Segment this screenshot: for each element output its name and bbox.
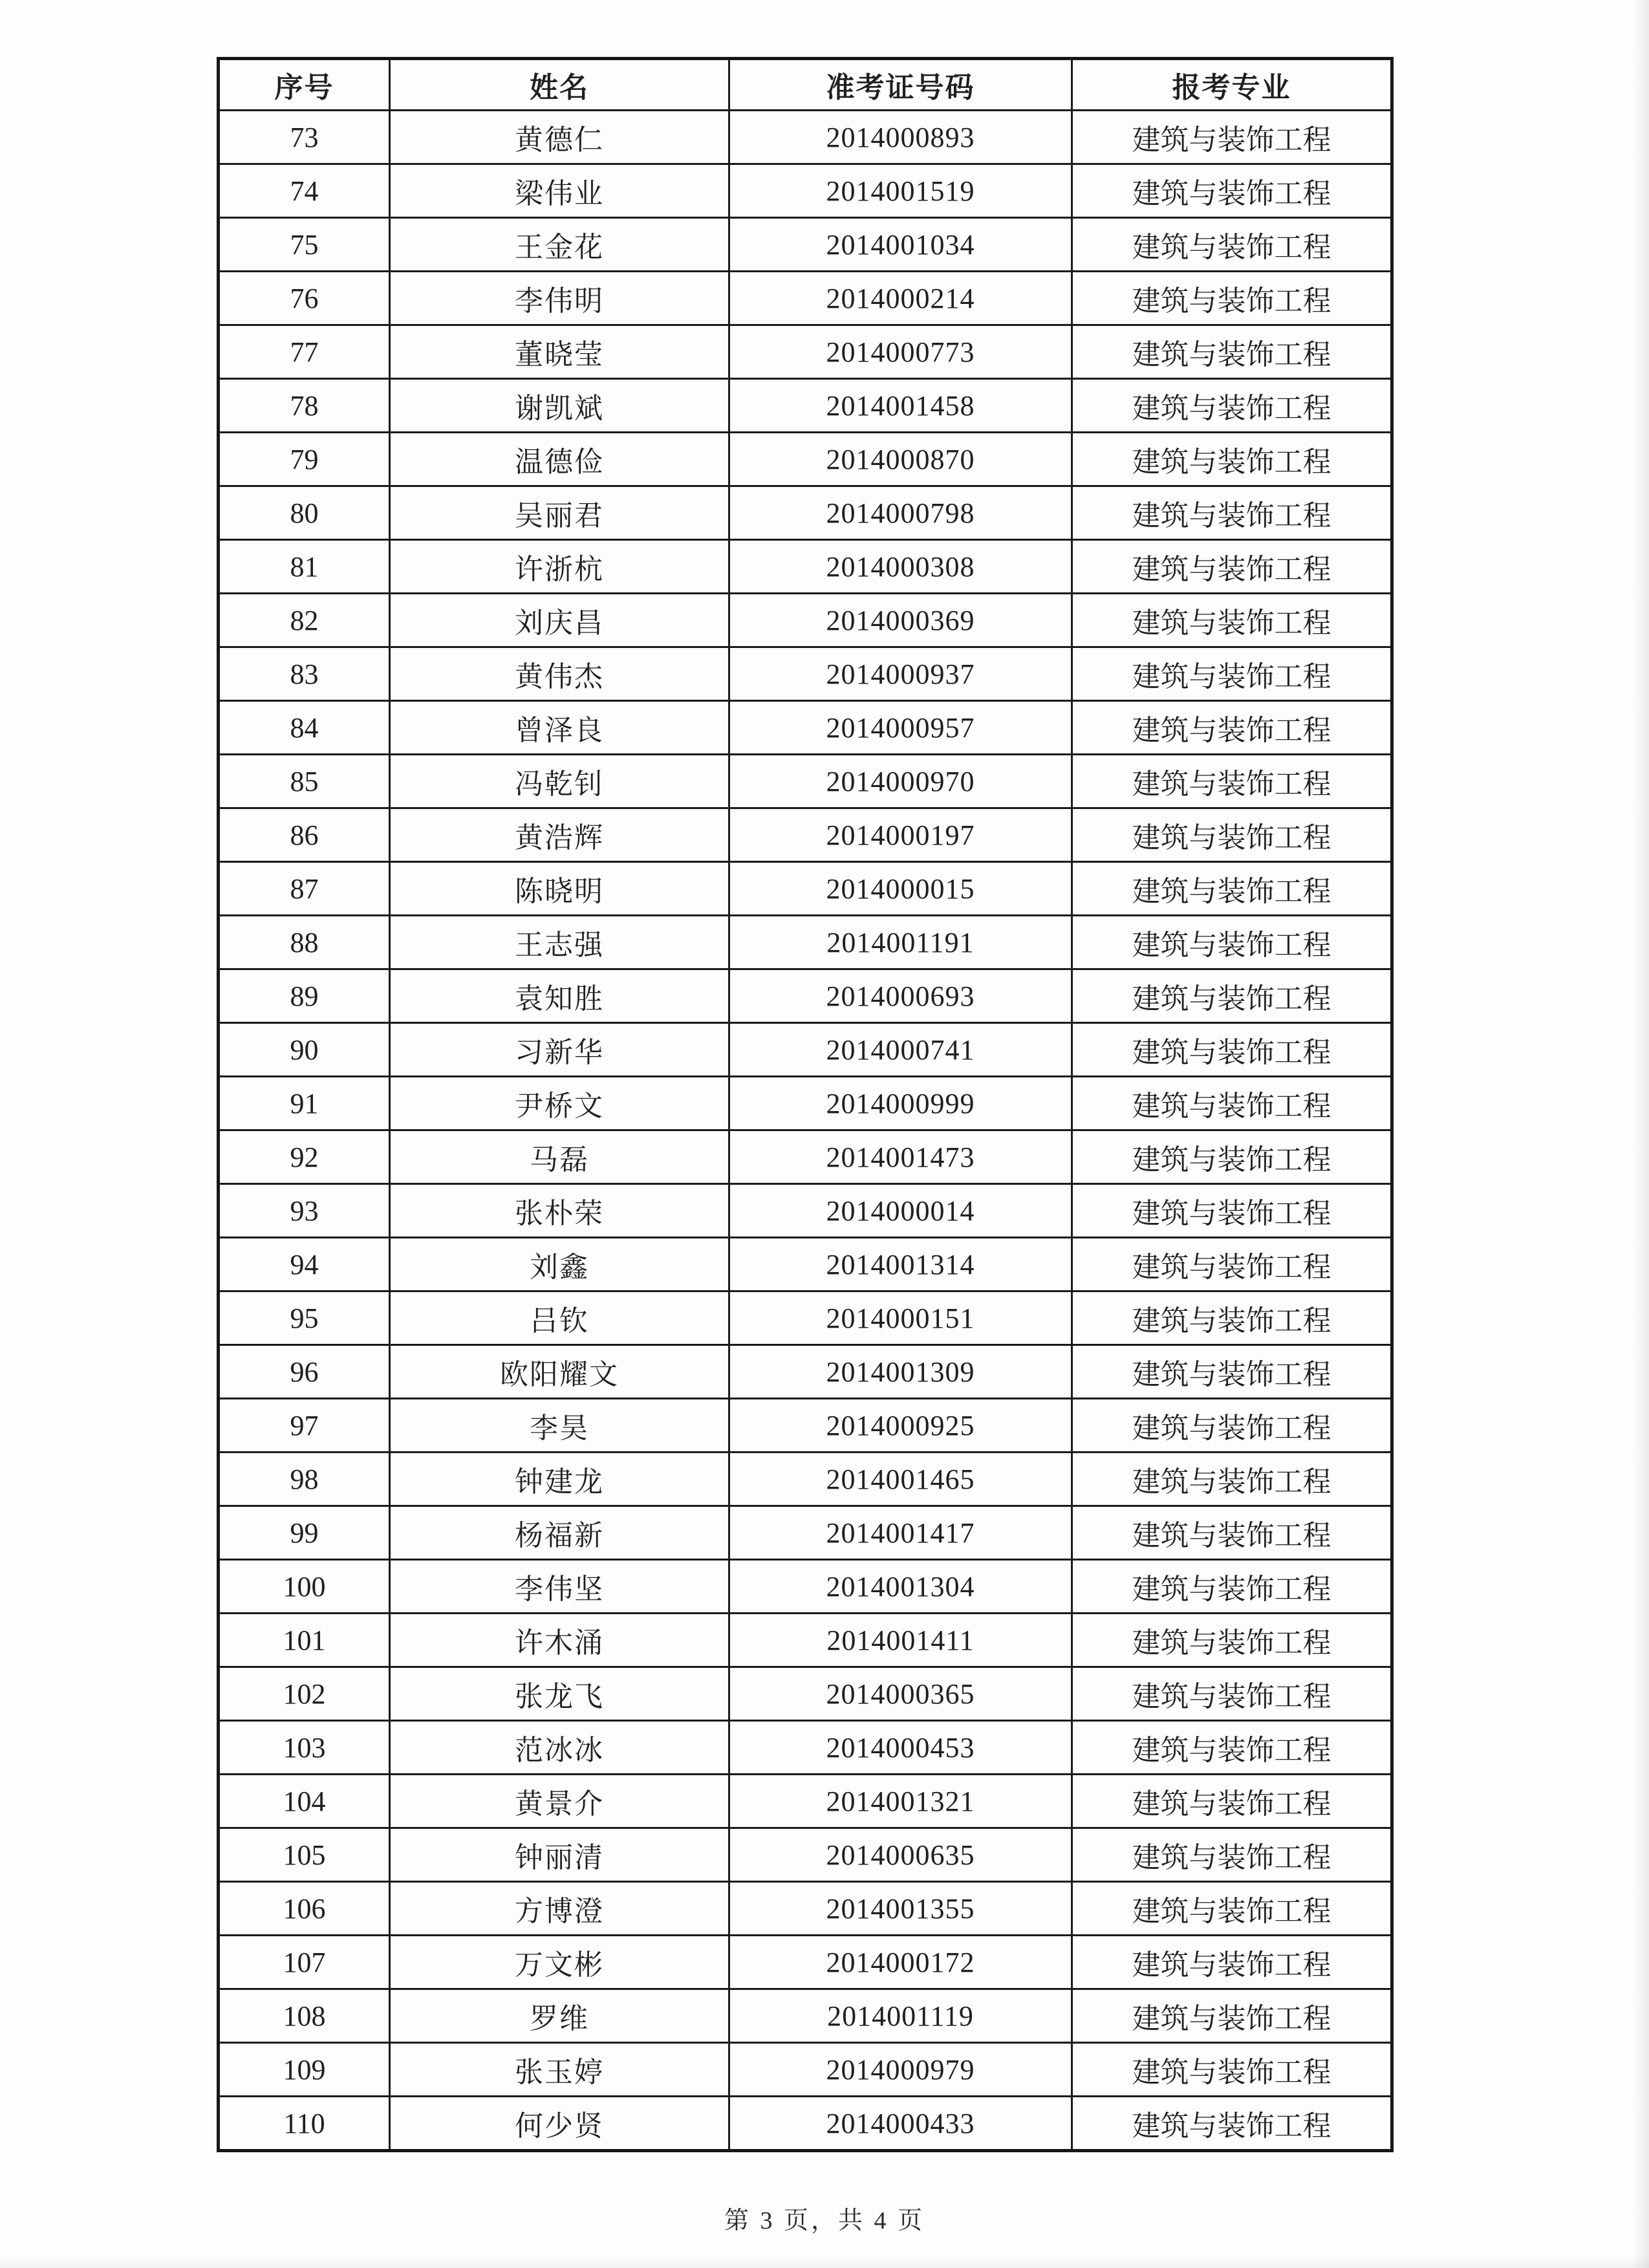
- candidate-table: [217, 57, 1394, 2152]
- cell-major: 建筑与装饰工程: [1072, 1453, 1392, 1506]
- table-row: [219, 486, 1392, 540]
- table-body: [219, 111, 1392, 2151]
- cell-name: 李昊: [390, 1399, 729, 1453]
- cell-serial: 97: [219, 1399, 390, 1453]
- cell-major: 建筑与装饰工程: [1072, 1936, 1392, 1989]
- cell-serial: 106: [219, 1882, 390, 1936]
- table-row: [219, 1936, 1392, 1989]
- cell-ticket: 2014001473: [729, 1130, 1072, 1184]
- table-row: [219, 1721, 1392, 1775]
- table-row: [219, 272, 1392, 325]
- scan-shadow-bottom: [0, 2256, 1649, 2268]
- cell-serial: 88: [219, 916, 390, 969]
- cell-ticket: 2014000453: [729, 1721, 1072, 1775]
- cell-ticket: 2014000635: [729, 1828, 1072, 1882]
- table-row: [219, 862, 1392, 916]
- cell-name: 曾泽良: [390, 701, 729, 755]
- table-row: [219, 1614, 1392, 1667]
- cell-serial: 99: [219, 1506, 390, 1560]
- cell-ticket: 2014000999: [729, 1077, 1072, 1130]
- cell-serial: 86: [219, 808, 390, 862]
- cell-name: 陈晓明: [390, 862, 729, 916]
- cell-major: 建筑与装饰工程: [1072, 647, 1392, 701]
- cell-major: 建筑与装饰工程: [1072, 1184, 1392, 1238]
- cell-serial: 105: [219, 1828, 390, 1882]
- cell-name: 黄浩辉: [390, 808, 729, 862]
- cell-name: 方博澄: [390, 1882, 729, 1936]
- table-row: [219, 1184, 1392, 1238]
- cell-ticket: 2014000433: [729, 2097, 1072, 2151]
- cell-serial: 107: [219, 1936, 390, 1989]
- cell-major: 建筑与装饰工程: [1072, 1828, 1392, 1882]
- page-number: 第 3 页，共 4 页: [724, 2207, 925, 2234]
- table-header-row: [219, 59, 1392, 111]
- table-row: [219, 325, 1392, 379]
- cell-ticket: 2014001465: [729, 1453, 1072, 1506]
- cell-name: 钟建龙: [390, 1453, 729, 1506]
- table-row: [219, 969, 1392, 1023]
- cell-serial: 102: [219, 1667, 390, 1721]
- table-row: [219, 647, 1392, 701]
- cell-serial: 103: [219, 1721, 390, 1775]
- cell-name: 张龙飞: [390, 1667, 729, 1721]
- table-row: [219, 1828, 1392, 1882]
- cell-serial: 101: [219, 1614, 390, 1667]
- table-row: [219, 111, 1392, 164]
- cell-serial: 76: [219, 272, 390, 325]
- cell-ticket: 2014000197: [729, 808, 1072, 862]
- cell-name: 钟丽清: [390, 1828, 729, 1882]
- table-row: [219, 2043, 1392, 2097]
- cell-ticket: 2014001119: [729, 1989, 1072, 2043]
- cell-name: 袁知胜: [390, 969, 729, 1023]
- cell-ticket: 2014000365: [729, 1667, 1072, 1721]
- cell-name: 许浙杭: [390, 540, 729, 594]
- table-row: [219, 218, 1392, 272]
- cell-major: 建筑与装饰工程: [1072, 1882, 1392, 1936]
- cell-name: 罗维: [390, 1989, 729, 2043]
- cell-major: 建筑与装饰工程: [1072, 1775, 1392, 1828]
- header-name: 姓名: [390, 59, 729, 111]
- header-serial: 序号: [219, 59, 390, 111]
- table-row: [219, 916, 1392, 969]
- cell-major: 建筑与装饰工程: [1072, 164, 1392, 218]
- cell-name: 万文彬: [390, 1936, 729, 1989]
- header-major: 报考专业: [1072, 59, 1392, 111]
- table-row: [219, 1345, 1392, 1399]
- cell-ticket: 2014001519: [729, 164, 1072, 218]
- cell-ticket: 2014000798: [729, 486, 1072, 540]
- cell-major: 建筑与装饰工程: [1072, 325, 1392, 379]
- cell-name: 王金花: [390, 218, 729, 272]
- cell-major: 建筑与装饰工程: [1072, 1614, 1392, 1667]
- cell-ticket: 2014000014: [729, 1184, 1072, 1238]
- cell-serial: 80: [219, 486, 390, 540]
- cell-name: 王志强: [390, 916, 729, 969]
- cell-major: 建筑与装饰工程: [1072, 1345, 1392, 1399]
- cell-major: 建筑与装饰工程: [1072, 433, 1392, 486]
- cell-name: 何少贤: [390, 2097, 729, 2151]
- cell-name: 谢凯斌: [390, 379, 729, 433]
- cell-ticket: 2014000741: [729, 1023, 1072, 1077]
- cell-major: 建筑与装饰工程: [1072, 1238, 1392, 1291]
- cell-name: 黄伟杰: [390, 647, 729, 701]
- cell-ticket: 2014000970: [729, 755, 1072, 808]
- cell-name: 张朴荣: [390, 1184, 729, 1238]
- cell-name: 黄德仁: [390, 111, 729, 164]
- table-row: [219, 164, 1392, 218]
- table-row: [219, 1399, 1392, 1453]
- cell-ticket: 2014001309: [729, 1345, 1072, 1399]
- cell-major: 建筑与装饰工程: [1072, 755, 1392, 808]
- cell-name: 范冰冰: [390, 1721, 729, 1775]
- cell-major: 建筑与装饰工程: [1072, 808, 1392, 862]
- cell-serial: 91: [219, 1077, 390, 1130]
- cell-major: 建筑与装饰工程: [1072, 486, 1392, 540]
- table-row: [219, 755, 1392, 808]
- cell-serial: 78: [219, 379, 390, 433]
- table-row: [219, 1506, 1392, 1560]
- cell-ticket: 2014000957: [729, 701, 1072, 755]
- cell-ticket: 2014001191: [729, 916, 1072, 969]
- cell-major: 建筑与装饰工程: [1072, 594, 1392, 647]
- cell-ticket: 2014000773: [729, 325, 1072, 379]
- cell-major: 建筑与装饰工程: [1072, 1667, 1392, 1721]
- table-row: [219, 1882, 1392, 1936]
- cell-serial: 95: [219, 1291, 390, 1345]
- cell-ticket: 2014001355: [729, 1882, 1072, 1936]
- cell-name: 张玉婷: [390, 2043, 729, 2097]
- table-row: [219, 808, 1392, 862]
- cell-name: 李伟明: [390, 272, 729, 325]
- cell-major: 建筑与装饰工程: [1072, 2043, 1392, 2097]
- cell-serial: 89: [219, 969, 390, 1023]
- cell-major: 建筑与装饰工程: [1072, 1399, 1392, 1453]
- cell-serial: 84: [219, 701, 390, 755]
- cell-ticket: 2014000308: [729, 540, 1072, 594]
- table-row: [219, 433, 1392, 486]
- cell-ticket: 2014001314: [729, 1238, 1072, 1291]
- cell-serial: 81: [219, 540, 390, 594]
- header-ticket-number: 准考证号码: [729, 59, 1072, 111]
- cell-serial: 75: [219, 218, 390, 272]
- cell-serial: 74: [219, 164, 390, 218]
- cell-name: 冯乾钊: [390, 755, 729, 808]
- cell-major: 建筑与装饰工程: [1072, 1023, 1392, 1077]
- cell-serial: 96: [219, 1345, 390, 1399]
- cell-serial: 82: [219, 594, 390, 647]
- cell-ticket: 2014000893: [729, 111, 1072, 164]
- cell-serial: 87: [219, 862, 390, 916]
- cell-ticket: 2014000214: [729, 272, 1072, 325]
- cell-ticket: 2014000015: [729, 862, 1072, 916]
- table-header: [219, 59, 1392, 111]
- table-row: [219, 1077, 1392, 1130]
- table-row: [219, 1130, 1392, 1184]
- table-row: [219, 2097, 1392, 2151]
- cell-name: 杨福新: [390, 1506, 729, 1560]
- cell-major: 建筑与装饰工程: [1072, 2097, 1392, 2151]
- cell-serial: 83: [219, 647, 390, 701]
- cell-serial: 98: [219, 1453, 390, 1506]
- cell-serial: 93: [219, 1184, 390, 1238]
- cell-major: 建筑与装饰工程: [1072, 1506, 1392, 1560]
- table-row: [219, 1291, 1392, 1345]
- cell-name: 吴丽君: [390, 486, 729, 540]
- scan-shadow-right: [1632, 0, 1649, 2268]
- cell-major: 建筑与装饰工程: [1072, 1291, 1392, 1345]
- cell-ticket: 2014001411: [729, 1614, 1072, 1667]
- cell-name: 黄景介: [390, 1775, 729, 1828]
- table-row: [219, 540, 1392, 594]
- cell-major: 建筑与装饰工程: [1072, 1560, 1392, 1614]
- cell-serial: 90: [219, 1023, 390, 1077]
- cell-serial: 92: [219, 1130, 390, 1184]
- cell-serial: 79: [219, 433, 390, 486]
- table-row: [219, 594, 1392, 647]
- cell-serial: 94: [219, 1238, 390, 1291]
- cell-major: 建筑与装饰工程: [1072, 540, 1392, 594]
- table-row: [219, 701, 1392, 755]
- cell-serial: 104: [219, 1775, 390, 1828]
- table-row: [219, 1667, 1392, 1721]
- cell-name: 尹桥文: [390, 1077, 729, 1130]
- cell-name: 欧阳耀文: [390, 1345, 729, 1399]
- cell-ticket: 2014001417: [729, 1506, 1072, 1560]
- table-row: [219, 1775, 1392, 1828]
- cell-ticket: 2014000925: [729, 1399, 1072, 1453]
- cell-major: 建筑与装饰工程: [1072, 916, 1392, 969]
- table-row: [219, 1023, 1392, 1077]
- cell-major: 建筑与装饰工程: [1072, 272, 1392, 325]
- table-row: [219, 1238, 1392, 1291]
- cell-major: 建筑与装饰工程: [1072, 1721, 1392, 1775]
- cell-ticket: 2014000937: [729, 647, 1072, 701]
- cell-name: 刘鑫: [390, 1238, 729, 1291]
- cell-name: 马磊: [390, 1130, 729, 1184]
- cell-ticket: 2014000979: [729, 2043, 1072, 2097]
- cell-serial: 77: [219, 325, 390, 379]
- cell-major: 建筑与装饰工程: [1072, 1130, 1392, 1184]
- cell-serial: 73: [219, 111, 390, 164]
- cell-ticket: 2014000369: [729, 594, 1072, 647]
- cell-major: 建筑与装饰工程: [1072, 1077, 1392, 1130]
- cell-name: 李伟坚: [390, 1560, 729, 1614]
- cell-serial: 109: [219, 2043, 390, 2097]
- cell-name: 梁伟业: [390, 164, 729, 218]
- cell-serial: 85: [219, 755, 390, 808]
- cell-major: 建筑与装饰工程: [1072, 111, 1392, 164]
- cell-ticket: 2014000693: [729, 969, 1072, 1023]
- cell-major: 建筑与装饰工程: [1072, 969, 1392, 1023]
- cell-ticket: 2014000151: [729, 1291, 1072, 1345]
- cell-ticket: 2014000870: [729, 433, 1072, 486]
- cell-name: 习新华: [390, 1023, 729, 1077]
- cell-major: 建筑与装饰工程: [1072, 701, 1392, 755]
- cell-serial: 110: [219, 2097, 390, 2151]
- cell-serial: 100: [219, 1560, 390, 1614]
- cell-serial: 108: [219, 1989, 390, 2043]
- table-row: [219, 1453, 1392, 1506]
- cell-name: 吕钦: [390, 1291, 729, 1345]
- cell-name: 刘庆昌: [390, 594, 729, 647]
- cell-major: 建筑与装饰工程: [1072, 1989, 1392, 2043]
- cell-ticket: 2014001321: [729, 1775, 1072, 1828]
- cell-name: 温德俭: [390, 433, 729, 486]
- cell-ticket: 2014001304: [729, 1560, 1072, 1614]
- cell-ticket: 2014001458: [729, 379, 1072, 433]
- table-row: [219, 1560, 1392, 1614]
- cell-ticket: 2014001034: [729, 218, 1072, 272]
- cell-major: 建筑与装饰工程: [1072, 379, 1392, 433]
- table-row: [219, 379, 1392, 433]
- cell-major: 建筑与装饰工程: [1072, 862, 1392, 916]
- table-row: [219, 1989, 1392, 2043]
- cell-name: 许木涌: [390, 1614, 729, 1667]
- cell-major: 建筑与装饰工程: [1072, 218, 1392, 272]
- cell-ticket: 2014000172: [729, 1936, 1072, 1989]
- cell-name: 董晓莹: [390, 325, 729, 379]
